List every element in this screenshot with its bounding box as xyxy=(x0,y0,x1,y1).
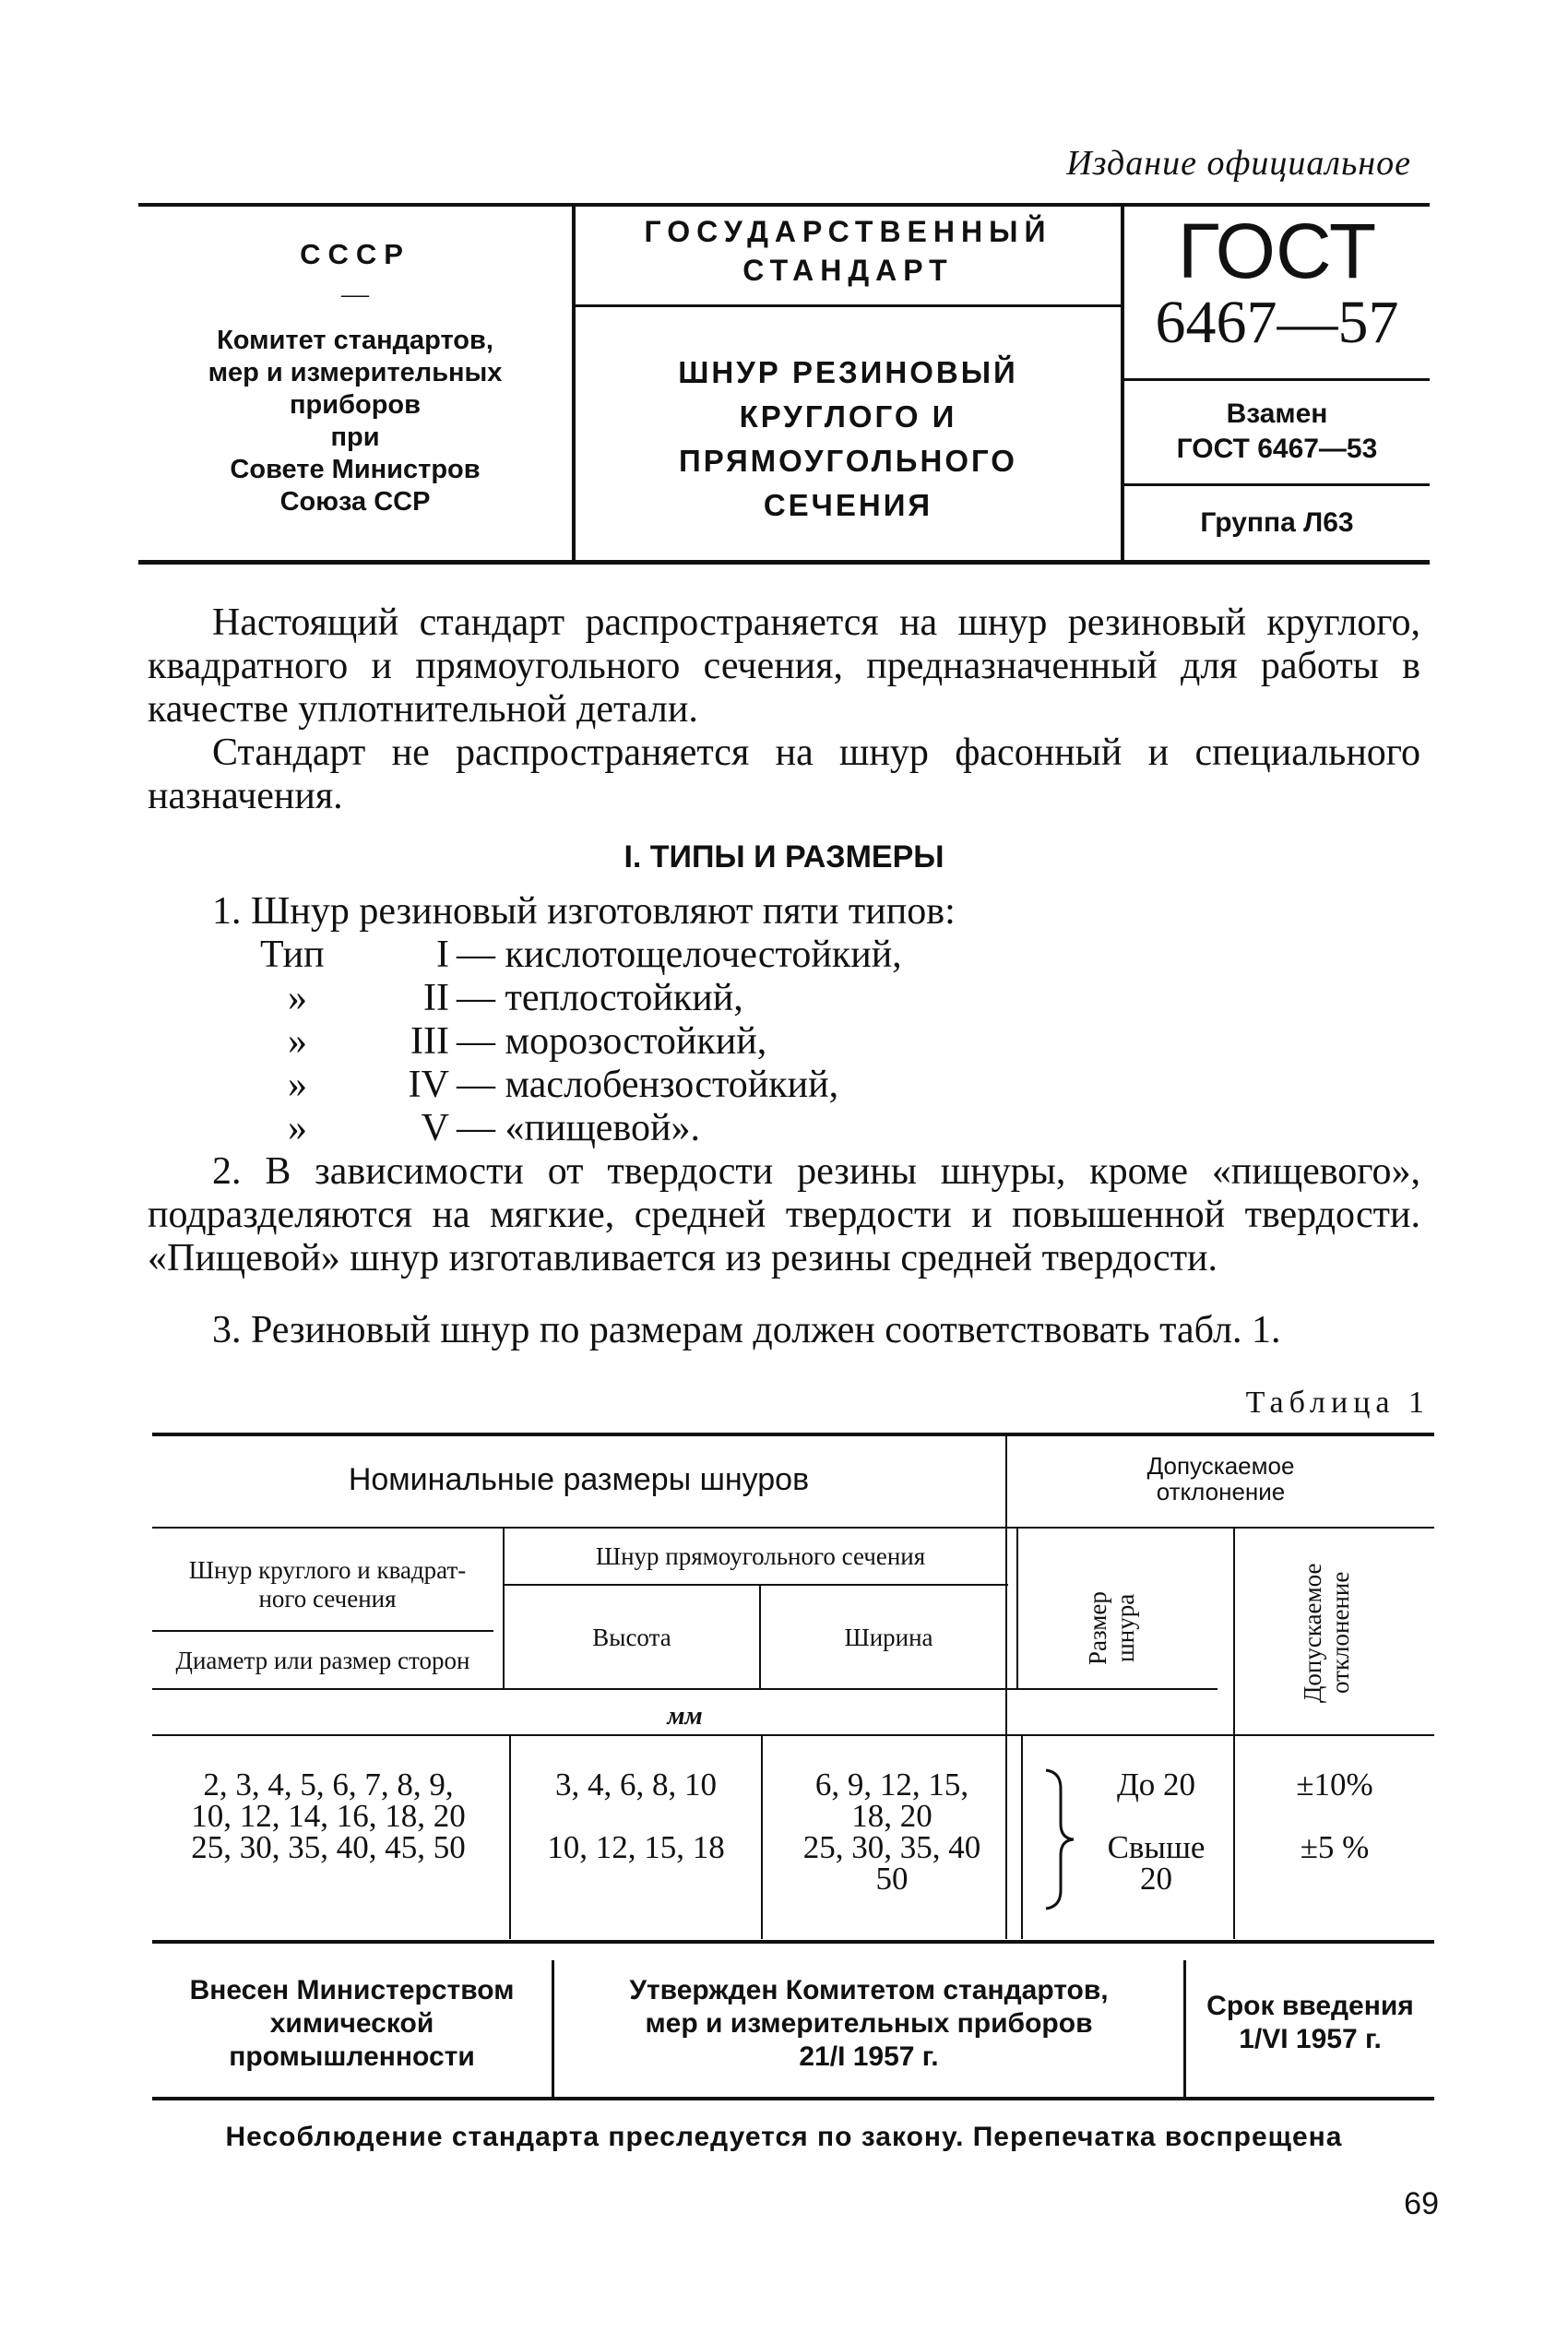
cell-cord-size xyxy=(1079,1769,1233,1895)
header-right-rule-2 xyxy=(1124,483,1430,486)
cell-line: 18, 20 xyxy=(851,1798,932,1834)
footer-line: 21/I 1957 г. xyxy=(799,2041,939,2072)
cell-line: 10, 12, 15, 18 xyxy=(547,1829,725,1865)
type-prefix: » xyxy=(288,1064,307,1106)
header-height: Высота xyxy=(592,1624,671,1651)
title-line: ПРЯМОУГОЛЬНОГО xyxy=(679,444,1017,478)
table-unit: мм xyxy=(667,1702,703,1731)
replaces-block xyxy=(1124,397,1430,467)
type-prefix: » xyxy=(288,977,307,1019)
replaces-line: Взамен xyxy=(1226,399,1328,429)
header-width: Ширина xyxy=(844,1624,933,1651)
header-right-rule-1 xyxy=(1124,378,1430,381)
committee-line: мер и измерительных xyxy=(208,358,503,387)
cell-line: 50 xyxy=(875,1861,909,1897)
table-body-divider-3 xyxy=(1021,1736,1023,1939)
country-label: СССР xyxy=(300,238,410,270)
table-divider-rect xyxy=(1016,1529,1018,1688)
standard-type-line: СТАНДАРТ xyxy=(742,254,954,287)
table-top-rule xyxy=(152,1433,1434,1436)
standard-type xyxy=(576,212,1121,290)
group-label: Группа Л63 xyxy=(1200,507,1354,538)
header-size-line: Размер xyxy=(1084,1591,1111,1665)
committee-line: Совете Министров xyxy=(230,455,481,484)
cell-line: 25, 30, 35, 40, 45, 50 xyxy=(191,1829,466,1865)
cell-line: 3, 4, 6, 8, 10 xyxy=(555,1767,717,1803)
header-size-line: шнура xyxy=(1111,1593,1139,1663)
header-mid-rule xyxy=(576,304,1121,307)
footer-line: Внесен Министерством xyxy=(189,1975,515,2005)
section-title: I. ТИПЫ И РАЗМЕРЫ xyxy=(624,839,944,874)
title-line: КРУГЛОГО И xyxy=(739,399,957,434)
type-prefix: » xyxy=(288,1020,307,1063)
types-list xyxy=(260,934,1090,1150)
footer-line: химической xyxy=(269,2008,434,2039)
committee-line: Комитет стандартов, xyxy=(217,326,493,355)
brace-icon xyxy=(1040,1767,1077,1912)
header-round-section xyxy=(152,1556,503,1613)
table-header-rule xyxy=(152,1527,1434,1529)
header-allowed-deviation xyxy=(1007,1453,1434,1505)
item-3-text: 3. Резиновый шнур по размерам должен соответствовать табл. 1. xyxy=(212,1309,1281,1351)
table-divider-size xyxy=(1233,1529,1235,1734)
cell-round-sizes xyxy=(148,1769,509,1863)
header-deviation xyxy=(1299,1541,1354,1725)
cell-line: ±10% xyxy=(1296,1767,1373,1803)
header-allowed-line: отклонение xyxy=(1156,1478,1286,1505)
cell-line: 2, 3, 4, 5, 6, 7, 8, 9, xyxy=(203,1767,454,1803)
type-row xyxy=(260,1107,1090,1150)
type-number: III xyxy=(410,1020,449,1063)
cell-deviation xyxy=(1235,1769,1434,1863)
page-number: 69 xyxy=(1404,2186,1439,2221)
footer-line: Срок введения xyxy=(1206,1991,1414,2021)
header-nominal-sizes: Номинальные размеры шнуров xyxy=(348,1462,810,1497)
standard-type-line: ГОСУДАРСТВЕННЫЙ xyxy=(644,215,1052,248)
type-description: — «пищевой». xyxy=(457,1107,700,1149)
type-row xyxy=(260,977,1090,1020)
type-number: IV xyxy=(408,1064,449,1106)
type-description: — маслобензостойкий, xyxy=(457,1064,839,1106)
title-line: СЕЧЕНИЯ xyxy=(763,488,933,522)
type-description: — морозостойкий, xyxy=(457,1020,767,1063)
committee-block xyxy=(138,325,572,518)
cell-widths xyxy=(763,1769,1021,1895)
type-row xyxy=(260,934,1090,977)
gost-number: 6467—57 xyxy=(1155,289,1399,356)
header-allowed-line: Допускаемое xyxy=(1146,1452,1295,1480)
cell-line: Свыше xyxy=(1107,1829,1206,1865)
cell-line: 10, 12, 14, 16, 18, 20 xyxy=(191,1798,466,1834)
type-number: V xyxy=(421,1107,449,1149)
round-subheader-rule xyxy=(152,1630,493,1632)
edition-label: Издание официальное xyxy=(1066,144,1411,183)
document-title xyxy=(576,351,1121,528)
committee-line: Союза ССР xyxy=(279,487,431,517)
country-dash: — xyxy=(341,279,369,309)
header-deviation-line: Допускаемое xyxy=(1299,1563,1326,1703)
footer-effective xyxy=(1186,1990,1434,2056)
header-deviation-line: отклонение xyxy=(1326,1571,1354,1695)
type-number: II xyxy=(423,977,449,1019)
type-description: — кислотощелочестойкий, xyxy=(457,934,902,976)
header-round-line: Шнур круглого и квадрат- xyxy=(188,1556,467,1584)
legal-notice: Несоблюдение стандарта преследуется по закону. Перепечатка воспрещена xyxy=(225,2122,1343,2152)
table-subheader-rule xyxy=(152,1688,1218,1690)
footer-line: Утвержден Комитетом стандартов, xyxy=(629,1975,1109,2005)
type-row xyxy=(260,1064,1090,1107)
intro-paragraph-2: Стандарт не распространяется на шнур фасонный и специального назначения. xyxy=(148,732,1420,817)
replaces-line: ГОСТ 6467—53 xyxy=(1176,434,1378,464)
footer-introduced xyxy=(152,1974,552,2074)
footer-bottom-rule xyxy=(152,2097,1434,2100)
cell-heights xyxy=(511,1769,761,1863)
type-number: I xyxy=(436,934,449,976)
intro-paragraph-1: Настоящий стандарт распространяется на шнур резиновый круглого, квадратного и прямоугольного сечения, предназначенный для работы в качестве уплотнительной детали. xyxy=(148,601,1420,731)
title-line: ШНУР РЕЗИНОВЫЙ xyxy=(678,355,1018,389)
rect-subheader-rule xyxy=(503,1584,1008,1586)
cell-line: 25, 30, 35, 40 xyxy=(802,1829,981,1865)
type-prefix: Тип xyxy=(260,934,325,976)
committee-line: при xyxy=(330,422,380,452)
header-bottom-rule xyxy=(138,560,1430,565)
header-rect-section: Шнур прямоугольного сечения xyxy=(595,1542,926,1570)
item-2-text: 2. В зависимости от твердости резины шнуры, кроме «пищевого», подразделяются на мягкие, средней твердости и повышенной твердости. «Пищевой» шнур изготавливается из резины средней твердости. xyxy=(148,1150,1420,1279)
type-row xyxy=(260,1020,1090,1064)
cell-spacer xyxy=(1079,1801,1233,1832)
header-top-rule xyxy=(138,203,1430,207)
committee-line: приборов xyxy=(290,390,421,420)
cell-line: До 20 xyxy=(1116,1767,1196,1803)
cell-line: ±5 % xyxy=(1300,1829,1370,1865)
header-round-line: ного сечения xyxy=(258,1585,397,1612)
table-caption: Таблица 1 xyxy=(1245,1386,1430,1420)
type-prefix: » xyxy=(288,1107,307,1149)
footer-line: мер и измерительных приборов xyxy=(645,2008,1093,2039)
header-cord-size xyxy=(1084,1568,1139,1688)
item-1-text: 1. Шнур резиновый изготовляют пяти типов: xyxy=(212,890,956,933)
cell-line: 6, 9, 12, 15, xyxy=(814,1767,969,1803)
footer-approved xyxy=(554,1974,1183,2074)
footer-line: промышленности xyxy=(229,2041,475,2072)
cell-line: 20 xyxy=(1140,1861,1172,1897)
footer-top-rule xyxy=(152,1940,1434,1944)
footer-line: 1/VI 1957 г. xyxy=(1239,2024,1382,2054)
header-diameter: Диаметр или размер сторон xyxy=(175,1647,470,1674)
type-description: — теплостойкий, xyxy=(457,977,743,1019)
cell-spacer xyxy=(511,1801,761,1832)
cell-spacer xyxy=(1235,1801,1434,1832)
table-unit-rule xyxy=(152,1734,1434,1736)
gost-label: ГОСТ xyxy=(1177,208,1377,294)
